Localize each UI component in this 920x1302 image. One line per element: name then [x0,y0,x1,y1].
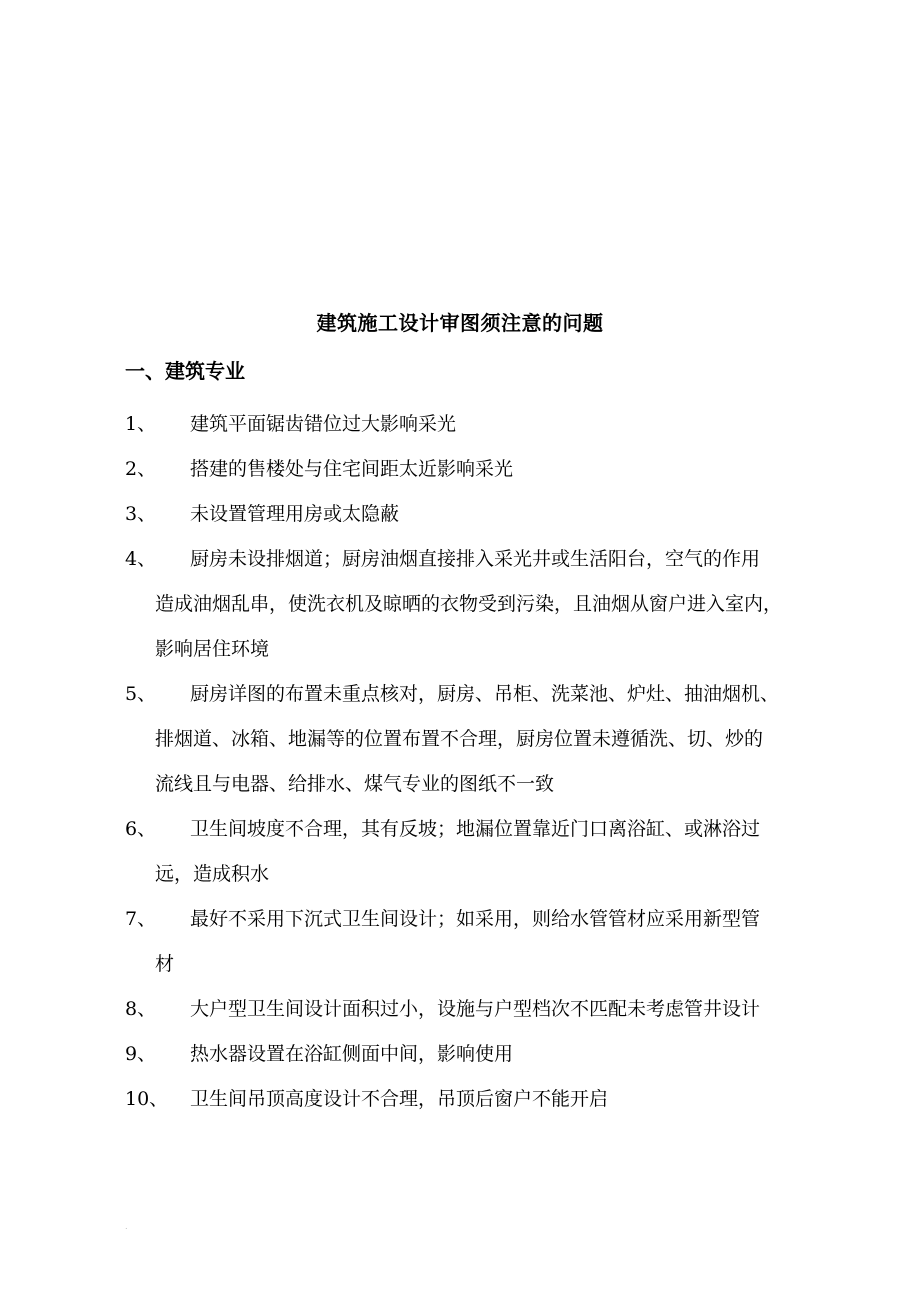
item-number: 1、 [125,413,157,435]
item-text-line: 卫生间坡度不合理，其有反坡；地漏位置靠近门口离浴缸、或淋浴过 [190,818,761,840]
item-text-line: 最好不采用下沉式卫生间设计；如采用，则给水管管材应采用新型管 [190,908,761,930]
list-item [125,492,837,537]
item-text: 大户型卫生间设计面积过小，设施与户型档次不匹配未考虑管井设计 [190,998,761,1020]
item-text-line: 排烟道、冰箱、地漏等的位置布置不合理，厨房位置未遵循洗、切、炒的 [155,728,764,750]
item-number: 6、 [125,818,157,840]
item-number: 8、 [125,998,157,1020]
item-text-line: 材 [155,953,175,975]
item-number: 2、 [125,458,157,480]
item-number: 7、 [125,908,157,930]
list-item [125,1077,837,1122]
item-number: 10、 [125,1088,169,1110]
item-text-line: 流线且与电器、给排水、煤气专业的图纸不一致 [155,773,555,795]
list-item [125,897,837,987]
item-number: 9、 [125,1043,157,1065]
item-text-line: 影响居住环境 [155,638,270,660]
document-title: 建筑施工设计审图须注意的问题 [316,311,604,335]
item-text-line: 造成油烟乱串，使洗衣机及晾晒的衣物受到污染，且油烟从窗户进入室内， [155,593,783,615]
section-heading: 一、建筑专业 [125,359,245,383]
item-number: 4、 [125,548,157,570]
list-item [125,987,837,1032]
item-text: 未设置管理用房或太隐蔽 [190,503,400,525]
item-text: 建筑平面锯齿错位过大影响采光 [190,413,457,435]
item-number: 5、 [125,683,157,705]
item-text: 搭建的售楼处与住宅间距太近影响采光 [190,458,514,480]
item-list [125,402,837,1122]
list-item [125,537,837,672]
list-item [125,672,837,807]
list-item [125,447,837,492]
list-item [125,807,837,897]
list-item [125,402,837,447]
item-number: 3、 [125,503,157,525]
footer-mark: . [125,1222,128,1231]
list-item [125,1032,837,1077]
item-text-line: 厨房未设排烟道；厨房油烟直接排入采光井或生活阳台，空气的作用 [190,548,761,570]
item-text: 卫生间吊顶高度设计不合理，吊顶后窗户不能开启 [190,1088,609,1110]
item-text: 热水器设置在浴缸侧面中间，影响使用 [190,1043,514,1065]
item-text-line: 厨房详图的布置未重点核对，厨房、吊柜、洗菜池、炉灶、抽油烟机、 [190,683,780,705]
item-text-line: 远，造成积水 [155,863,270,885]
